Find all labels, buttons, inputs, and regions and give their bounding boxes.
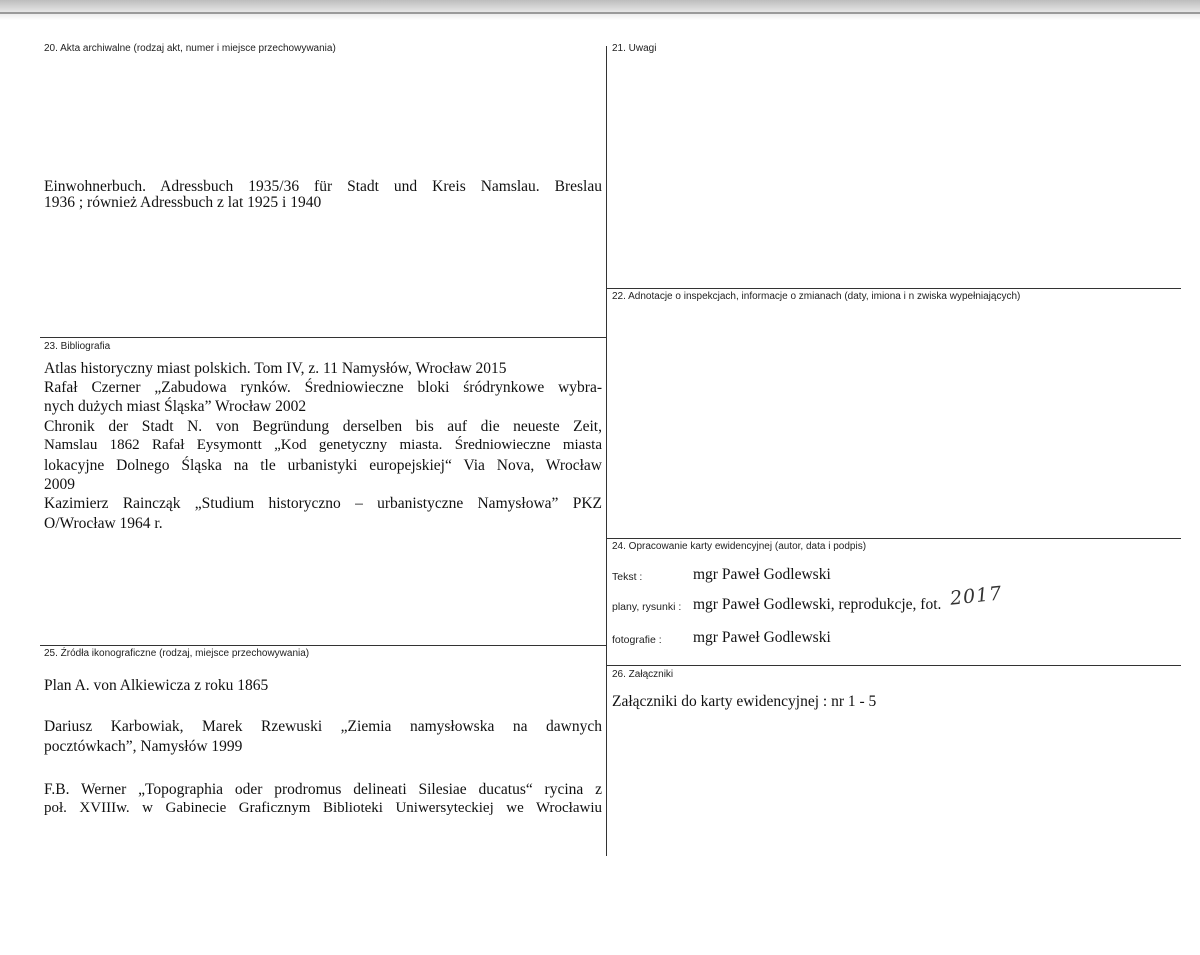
section-21-header xyxy=(612,43,732,56)
section-23-label: 23. Bibliografia xyxy=(44,341,111,352)
divider-20-23 xyxy=(40,337,606,338)
tekst-label: Tekst : xyxy=(612,571,643,583)
divider-24-26 xyxy=(606,665,1181,666)
plany-label: plany, rysunki : xyxy=(612,601,682,613)
section-25-paragraph-3-line-2: poł. XVIIIw. w Gabinecie Graficznym Biblioteki Uniwersyteckiej we Wrocławiu xyxy=(44,800,602,816)
section-22-label: 22. Adnotacje o inspekcjach, informacje o zmianach (daty, imiona i n zwiska wypełniających) xyxy=(612,291,1021,302)
section-23-line-3: nych dużych miast Śląska” Wrocław 2002 xyxy=(44,398,307,415)
column-divider xyxy=(606,46,607,856)
section-23-line-4: Chronik der Stadt N. von Begründung derselben bis auf die neueste Zeit, xyxy=(44,418,602,435)
section-20-label: 20. Akta archiwalne (rodzaj akt, numer i miejsce przechowywania) xyxy=(44,43,336,54)
section-25-label: 25. Źródła ikonograficzne (rodzaj, miejsce przechowywania) xyxy=(44,648,310,659)
section-25-paragraph-2-line-2: pocztówkach”, Namysłów 1999 xyxy=(44,738,243,755)
top-border-line xyxy=(0,12,1200,14)
divider-22-24 xyxy=(606,538,1181,539)
divider-21-22 xyxy=(606,288,1181,289)
section-23-line-7: 2009 xyxy=(44,476,75,493)
section-24-label: 24. Opracowanie karty ewidencyjnej (autor, data i podpis) xyxy=(612,541,867,552)
section-25-paragraph-1: Plan A. von Alkiewicza z roku 1865 xyxy=(44,677,269,694)
fotografie-label: fotografie : xyxy=(612,634,662,646)
section-26-label: 26. Załączniki xyxy=(612,669,674,680)
section-26-text: Załączniki do karty ewidencyjnej : nr 1 - 5 xyxy=(612,693,877,710)
section-25-paragraph-2-line-1: Dariusz Karbowiak, Marek Rzewuski „Ziemia namysłowska na dawnych xyxy=(44,718,602,735)
section-23-line-5: Namslau 1862 Rafał Eysymontt „Kod genetyczny miasta. Średniowieczne miasta xyxy=(44,437,602,453)
section-23-line-6: lokacyjne Dolnego Śląska na tle urbanistyki europejskiej“ Via Nova, Wrocław xyxy=(44,457,602,474)
handwritten-year: 2017 xyxy=(948,582,1004,610)
section-20-line-1: Einwohnerbuch. Adressbuch 1935/36 für Stadt und Kreis Namslau. Breslau xyxy=(44,178,602,195)
section-23-line-1: Atlas historyczny miast polskich. Tom IV, z. 11 Namysłów, Wrocław 2015 xyxy=(44,360,507,377)
section-23-line-2: Rafał Czerner „Zabudowa rynków. Średniowieczne bloki śródrynkowe wybra- xyxy=(44,379,602,396)
section-20-line-2: 1936 ; również Adressbuch z lat 1925 i 1940 xyxy=(44,194,322,211)
section-25-paragraph-3-line-1: F.B. Werner „Topographia oder prodromus delineati Silesiae ducatus“ rycina z xyxy=(44,781,602,798)
tekst-value: mgr Paweł Godlewski xyxy=(693,566,831,583)
section-21-label: 21. Uwagi xyxy=(612,43,657,54)
divider-23-25 xyxy=(40,645,606,646)
scan-top-shadow xyxy=(0,0,1200,20)
section-23-line-9: O/Wrocław 1964 r. xyxy=(44,515,163,532)
plany-value: mgr Paweł Godlewski, reprodukcje, fot. xyxy=(693,596,942,613)
fotografie-value: mgr Paweł Godlewski xyxy=(693,629,831,646)
section-23-line-8: Kazimierz Raincząk „Studium historyczno – urbanistyczne Namysłowa” PKZ xyxy=(44,495,602,512)
